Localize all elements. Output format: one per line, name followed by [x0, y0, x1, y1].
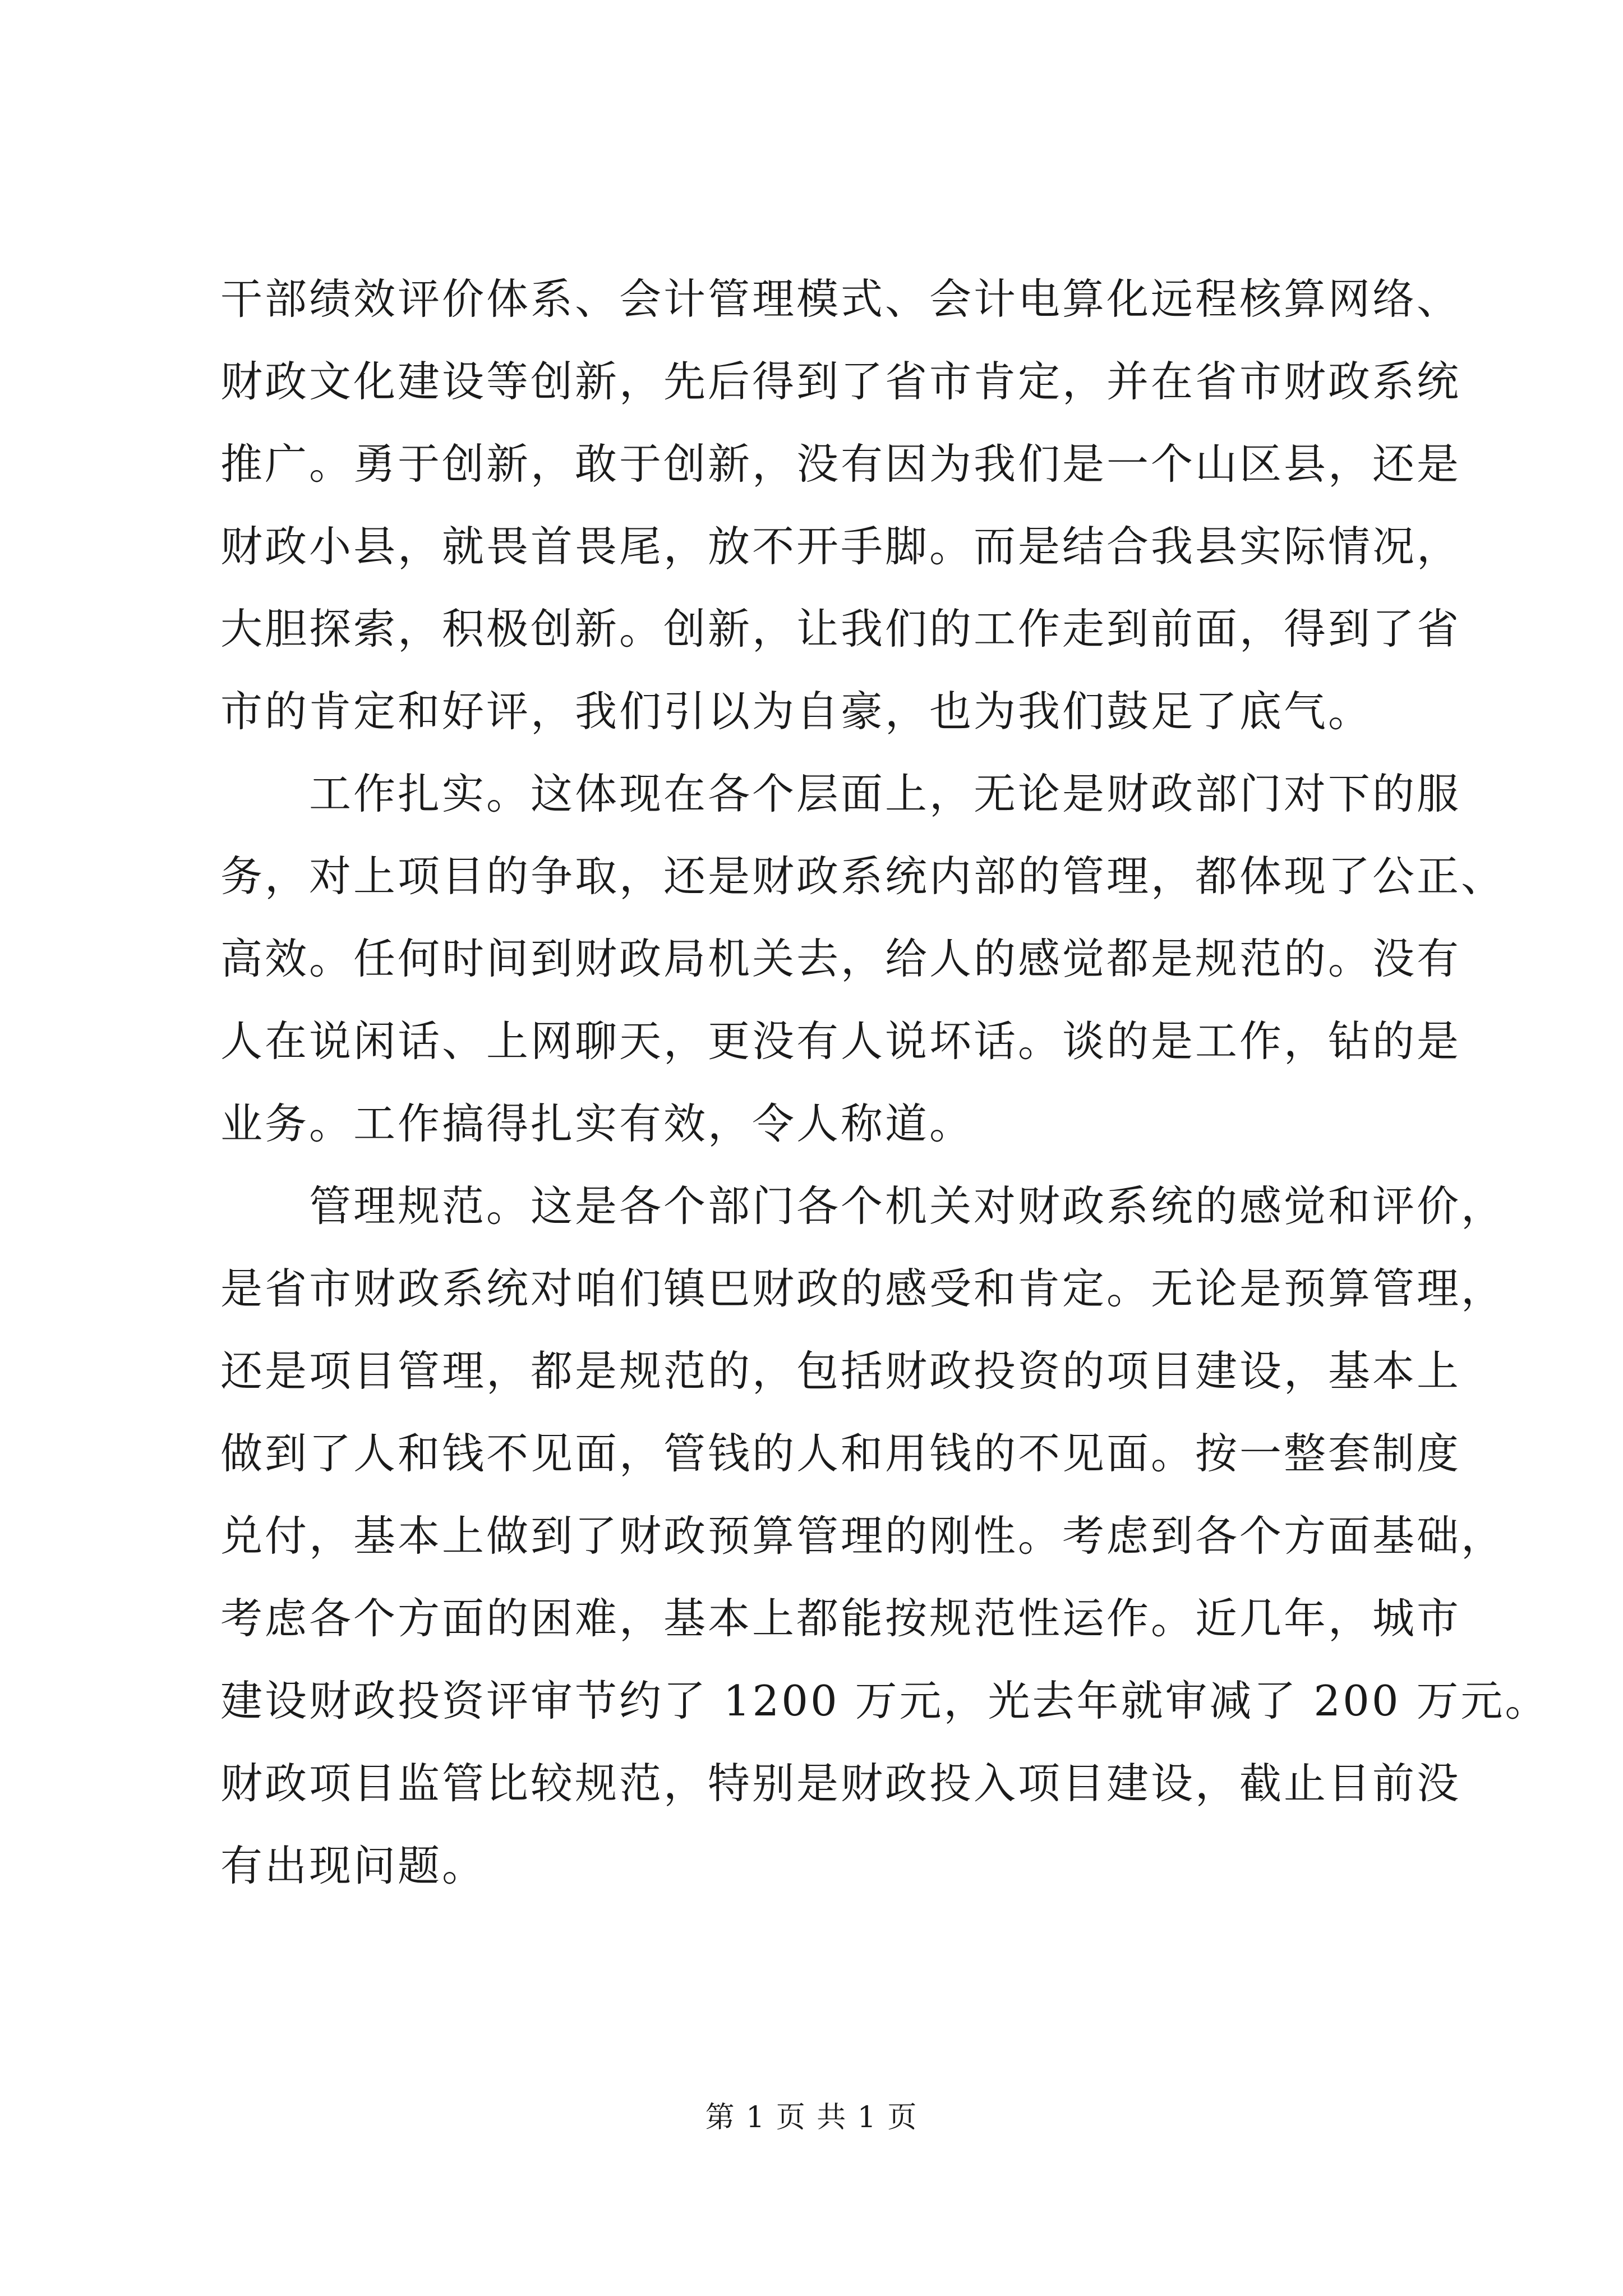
text-line: 工作扎实。这体现在各个层面上，无论是财政部门对下的服 [220, 769, 1461, 818]
text-line: 人在说闲话、上网聊天，更没有人说坏话。谈的是工作，钻的是 [220, 1016, 1461, 1066]
text-line: 高效。任何时间到财政局机关去，给人的感觉都是规范的。没有 [220, 934, 1461, 983]
text-line: 有出现问题。 [220, 1841, 487, 1890]
text-line: 建设财政投资评审节约了 1200 万元，光去年就审减了 200 万元。 [220, 1676, 1550, 1726]
text-line: 推广。勇于创新，敢于创新，没有因为我们是一个山区县，还是 [220, 439, 1461, 489]
text-line: 业务。工作搞得扎实有效，令人称道。 [220, 1099, 974, 1148]
text-line: 是省市财政系统对咱们镇巴财政的感受和肯定。无论是预算管理， [220, 1264, 1506, 1313]
page-footer: 第 1 页 共 1 页 [705, 2101, 918, 2134]
text-line: 市的肯定和好评，我们引以为自豪，也为我们鼓足了底气。 [220, 687, 1373, 736]
text-line: 干部绩效评价体系、会计管理模式、会计电算化远程核算网络、 [220, 274, 1461, 324]
text-line: 财政项目监管比较规范，特别是财政投入项目建设，截止目前没 [220, 1759, 1461, 1808]
text-line: 兑付，基本上做到了财政预算管理的刚性。考虑到各个方面基础， [220, 1511, 1506, 1561]
text-line: 考虑各个方面的困难，基本上都能按规范性运作。近几年，城市 [220, 1594, 1461, 1643]
text-line: 大胆探索，积极创新。创新，让我们的工作走到前面，得到了省 [220, 604, 1461, 654]
text-line: 管理规范。这是各个部门各个机关对财政系统的感觉和评价， [220, 1181, 1506, 1231]
text-line: 还是项目管理，都是规范的，包括财政投资的项目建设，基本上 [220, 1346, 1461, 1396]
text-line: 务，对上项目的争取，还是财政系统内部的管理，都体现了公正、 [220, 852, 1506, 901]
text-line: 财政小县，就畏首畏尾，放不开手脚。而是结合我县实际情况， [220, 522, 1461, 571]
body-text [220, 258, 1550, 1907]
text-line: 做到了人和钱不见面，管钱的人和用钱的不见面。按一整套制度 [220, 1429, 1461, 1478]
text-line: 财政文化建设等创新，先后得到了省市肯定，并在省市财政系统 [220, 357, 1461, 406]
